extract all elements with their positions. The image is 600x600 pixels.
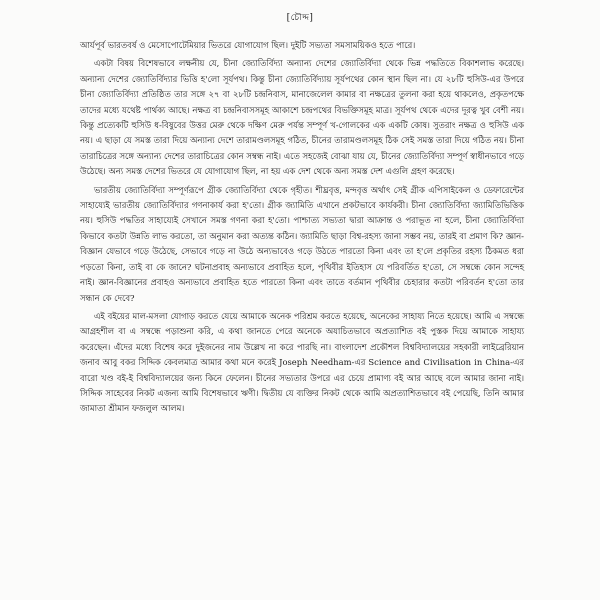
- page-number: [চৌদ্দ]: [286, 13, 314, 23]
- paragraph-2: একটা বিষয় বিশেষভাবে লক্ষনীয় যে, চীনা জ্যোতির্বিদ্যা অন্যান্য দেশের জ্যোতির্বিদ্যা থেকে ভিন্ন পদ্ধতিতে বিকাশলাভ করেছে। অন্যান্য দেশের জ্যোতির্বিদ্যার ভিত্তি হ'লো সূর্যপথ। কিন্তু চীনা জ্যোতির্বিদ্যায় সূর্যপথের কোন স্থান ছিল না। যে ২৮টি হুসিউ-এর উপরে চীনা জ্যোতির্বিদ্যা প্রতিষ্ঠিত তার সঙ্গে ২৭ বা ২৮টি চন্দ্রনিবাস, মানাজেলেল কামার বা নক্ষত্রের তুলনা করা হয়ে থাকলেও, প্রকৃতপক্ষে তাদের মধ্যে যথেষ্ট পার্থক্য আছে। নক্ষত্র বা চন্দ্রনিবাসসমূহ আকাশে চন্দ্রপথের বিভক্তিসমূহ মাত্র। সূর্যপথ থেকে এদের দূরত্ব খুব বেশী নয়। কিন্তু প্রত্যেকটি হুসিউ ধ-বিষুবের উত্তর মেরু থেকে দক্ষিণ মেরু পর্যন্ত সম্পূর্ণ খ-গোলকের এক একটি কোষ। সুতরাং নক্ষত্র ও হুসিউ এক নয়। এ ছাড়া যে সমস্ত তারা দিয়ে অন্যান্য দেশে তারামণ্ডলসমূহ গঠিত, চীনের তারামণ্ডলসমূহ ঠিক সেই সমস্ত তারা দিয়ে গঠিত নয়। চীনা তারাচিত্রের সঙ্গে অন্যান্য দেশের তারাচিত্রের কোন সম্বন্ধ নাই। এতে সহজেই বোঝা যায় যে, চীনের জ্যোতির্বিদ্যা সম্পূর্ণ স্বাধীনভাবে গড়ে উঠেছে। অন্য সমস্ত দেশের ভিতরে যে যোগাযোগ ছিল, না হয় এক দেশ থেকে অন্য সমস্ত দেশ এগুলি গ্রহণ করেছে।: [80, 58, 524, 177]
- body-text: [80, 38, 524, 420]
- paragraph-3: ভারতীয় জ্যোতির্বিদ্যা সম্পূর্ণরূপে গ্রীক জ্যোতির্বিদ্যা থেকে গৃহীত। শীঘ্রবৃত্ত, মন্দবৃত্ত অর্থাৎ সেই গ্রীক এপিসাইকেল ও ডেফারেন্টের সাহায্যেই ভারতীয় জ্যোতির্বিদ্যার গণনাকার্য করা হ'তো। গ্রীক জ্যামিতি এখানে প্রকটভাবে কার্যকরী। চীনা জ্যোতির্বিদ্যা জ্যামিতিভিত্তিক নয়। হুসিউ পদ্ধতির সাহায্যেই সেখানে সমস্ত গণনা করা হ'তো। পাশ্চাত্য সভ্যতা দ্বারা আক্রান্ত ও পরাভূত না হলে, চীনা জ্যোতির্বিদ্যা কিভাবে কতটা উন্নতি লাভ করতো, তা অনুমান করা অত্যন্ত কঠিন। জ্যামিতি ছাড়া বিশ্ব-রহস্য জানা সম্ভব নয়, তারই বা প্রমাণ কি? জ্ঞান-বিজ্ঞান যেভাবে গড়ে উঠেছে, সেভাবে গড়ে না উঠে অন্যভাবেও গড়ে উঠতে পারতো কিনা এবং তা হ'লে প্রকৃতির রহস্য ঠিকমত ধরা পড়তো কিনা, তাই বা কে জানে? ঘটনাপ্রবাহ অন্যভাবে প্রবাহিত হলে, পৃথিবীর ইতিহাস যে পরিবর্তিত হ'তো, সে সম্বন্ধে কোন সন্দেহ নাই। জ্ঞান-বিজ্ঞানের প্রবাহও অন্যভাবে প্রবাহিত হতে পারতো কিনা এবং তাতে বর্তমান পৃথিবীর চেহারার কতটা পরিবর্তন হ'তো তার সন্ধান কে দেবে?: [80, 184, 524, 303]
- paragraph-4: এই বইয়ের মাল-মসলা যোগাড় করতে যেয়ে আমাকে অনেক পরিশ্রম করতে হয়েছে, অনেকের সাহায্য নিতে হয়েছে। আমি এ সম্বন্ধে আগ্রহশীল বা এ সম্বন্ধে পড়াশুনা করি, এ কথা জানতে পেরে অনেকে অযাচিতভাবে অপ্রত্যাশিত বই পুস্তক দিয়ে আমাকে সাহায্য করেছেন। এঁদের মধ্যে বিশেষ করে দুইজনের নাম উল্লেখ না করে পারছি না। বাংলাদেশ প্রকৌশল বিশ্ববিদ্যালয়ের সহকারী লাইব্রেরিয়ান জনাব আবু বকর সিদ্দিক কেবলমাত্র আমার কথা মনে করেই Joseph Needham-এর Science and Civilisation in China-এর বারো খণ্ড বই-ই বিশ্ববিদ্যালয়ের জন্য কিনে ফেলেন। চীনের সভ্যতার উপরে এর চেয়ে প্রামাণ্য বই আর আছে বলে আমার জানা নাই। সিদ্দিক সাহেবের নিকট এজন্য আমি বিশেষভাবে ঋণী। দ্বিতীয় যে ব্যক্তির নিকট থেকে আমি অপ্রত্যাশিতভাবে বই পেয়েছি, তিনি আমার জামাতা শ্রীমান ফজলুল আলম।: [80, 310, 524, 414]
- paragraph-1: আর্যপূর্ব ভারতবর্ষ ও মেসোপোটেমিয়ার ভিতরে যোগাযোগ ছিল। দুইটি সভ্যতা সমসাময়িকও হতে পারে।: [80, 40, 416, 50]
